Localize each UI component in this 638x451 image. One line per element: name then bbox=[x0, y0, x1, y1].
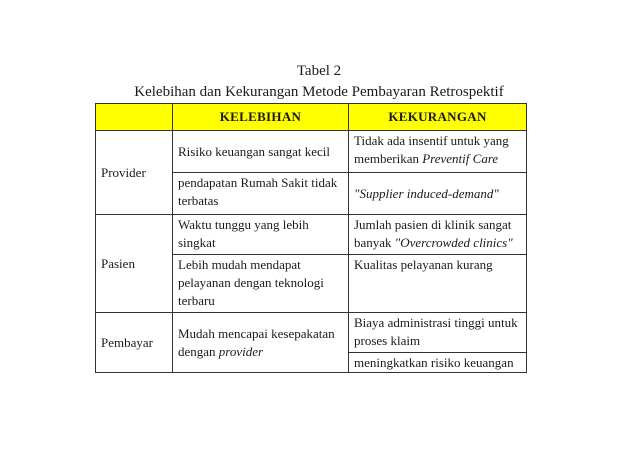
pembayar-kelebihan-1: Mudah mencapai kesepakatan dengan provider bbox=[178, 326, 335, 359]
pasien-kekurangan-2: Kualitas pelayanan kurang bbox=[354, 257, 493, 272]
comparison-table bbox=[95, 103, 527, 373]
header-kelebihan: KELEBIHAN bbox=[173, 104, 348, 130]
pembayar-kekurangan-2: meningkatkan risiko keuangan bbox=[354, 355, 514, 370]
pasien-kelebihan-2: Lebih mudah mendapat pelayanan dengan teknologi terbaru bbox=[178, 257, 324, 308]
pasien-kelebihan-1: Waktu tunggu yang lebih singkat bbox=[178, 217, 309, 250]
provider-kelebihan-1: Risiko keuangan sangat kecil bbox=[178, 143, 330, 159]
provider-kelebihan-2: pendapatan Rumah Sakit tidak terbatas bbox=[178, 175, 338, 208]
provider-kekurangan-2: "Supplier induced-demand" bbox=[354, 185, 499, 201]
provider-kekurangan-1: Tidak ada insentif untuk yang memberikan Preventif Care bbox=[354, 133, 509, 166]
header-kekurangan: KEKURANGAN bbox=[349, 104, 526, 130]
header-empty-cell bbox=[96, 104, 172, 130]
table-title: Kelebihan dan Kekurangan Metode Pembayaran Retrospektif bbox=[134, 84, 504, 100]
row-label-pasien: Pasien bbox=[101, 255, 135, 271]
pasien-kekurangan-1: Jumlah pasien di klinik sangat banyak "Overcrowded clinics" bbox=[354, 217, 513, 250]
pembayar-kekurangan-1: Biaya administrasi tinggi untuk proses klaim bbox=[354, 315, 518, 348]
row-label-pembayar: Pembayar bbox=[101, 335, 153, 350]
row-label-provider: Provider bbox=[101, 164, 146, 180]
table-number: Tabel 2 bbox=[296, 63, 342, 79]
